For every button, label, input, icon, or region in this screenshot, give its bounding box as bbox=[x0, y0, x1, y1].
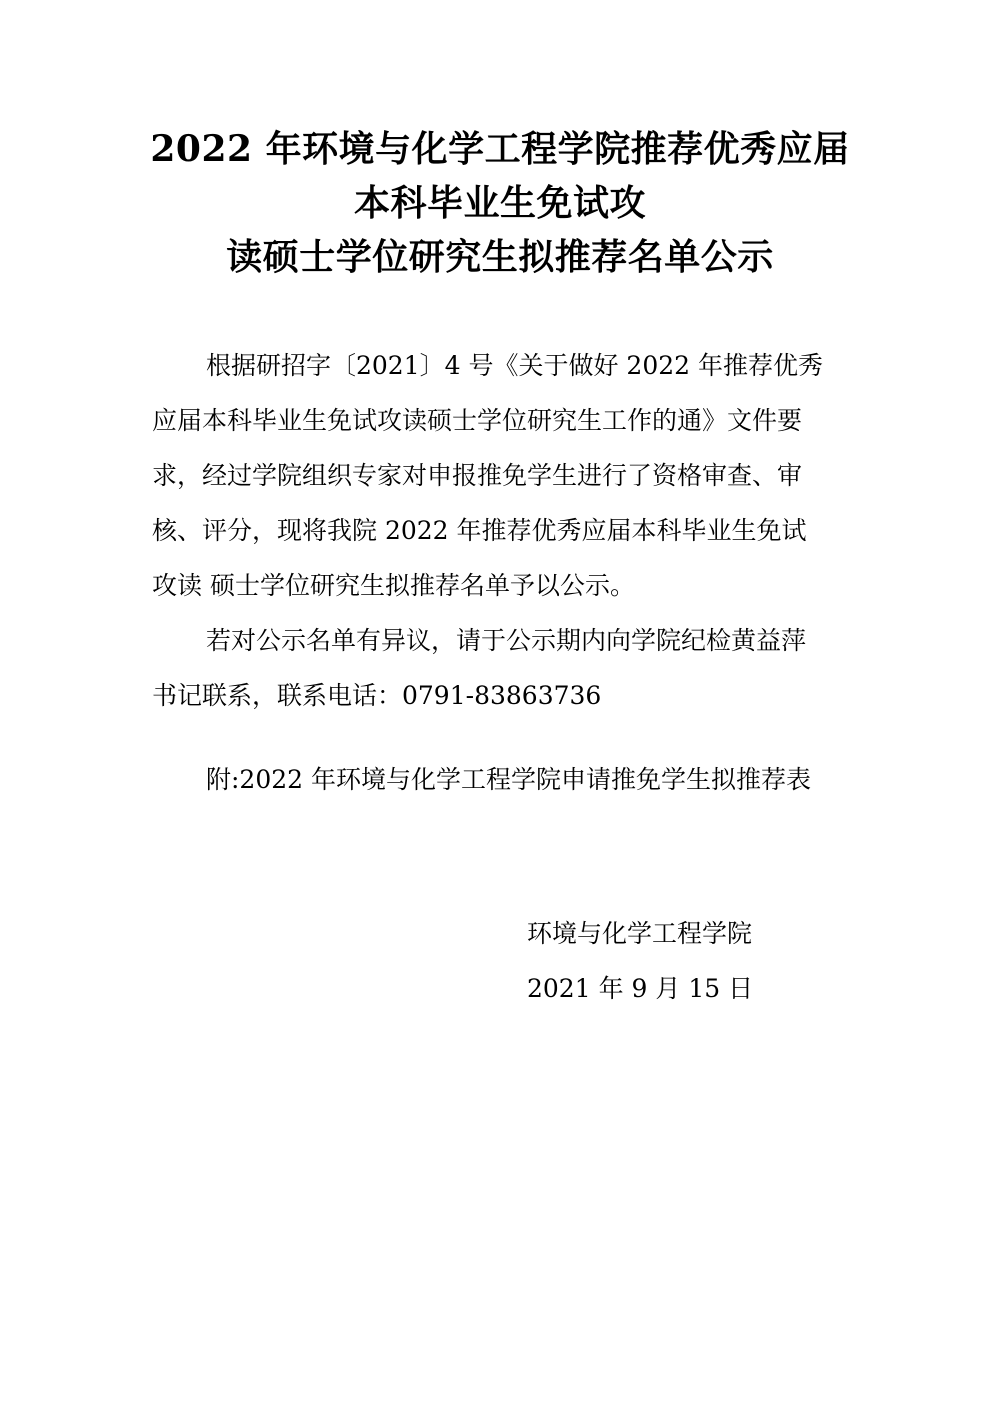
signature-org: 环境与化学工程学院 bbox=[527, 919, 753, 948]
paragraph-line: 根据研招字〔2021〕4 号《关于做好 2022 年推荐优秀 bbox=[206, 351, 823, 380]
paragraph-line: 攻读 硕士学位研究生拟推荐名单予以公示。 bbox=[152, 571, 635, 600]
document-body bbox=[152, 338, 852, 723]
title-line-3: 读硕士学位研究生拟推荐名单公示 bbox=[226, 236, 774, 278]
paragraph-line: 求，经过学院组织专家对申报推免学生进行了资格审查、审 bbox=[152, 461, 803, 490]
paragraph-line: 应届本科毕业生免试攻读硕士学位研究生工作的通》文件要 bbox=[152, 406, 803, 435]
document-title bbox=[100, 122, 900, 284]
title-line-1: 2022 年环境与化学工程学院推荐优秀应届 bbox=[150, 128, 850, 170]
title-line-2: 本科毕业生免试攻 bbox=[353, 182, 646, 224]
paragraph-line: 核、评分，现将我院 2022 年推荐优秀应届本科毕业生免试 bbox=[152, 516, 807, 545]
signature-block bbox=[527, 906, 753, 1016]
paragraph-line: 若对公示名单有异议，请于公示期内向学院纪检黄益萍 bbox=[206, 626, 807, 655]
signature-date: 2021 年 9 月 15 日 bbox=[527, 974, 754, 1003]
paragraph-line: 书记联系，联系电话：0791-83863736 bbox=[152, 681, 602, 710]
attachment-note: 附:2022 年环境与化学工程学院申请推免学生拟推荐表 bbox=[206, 765, 811, 794]
paragraph-contact bbox=[152, 613, 852, 723]
paragraph-notice bbox=[152, 338, 852, 613]
